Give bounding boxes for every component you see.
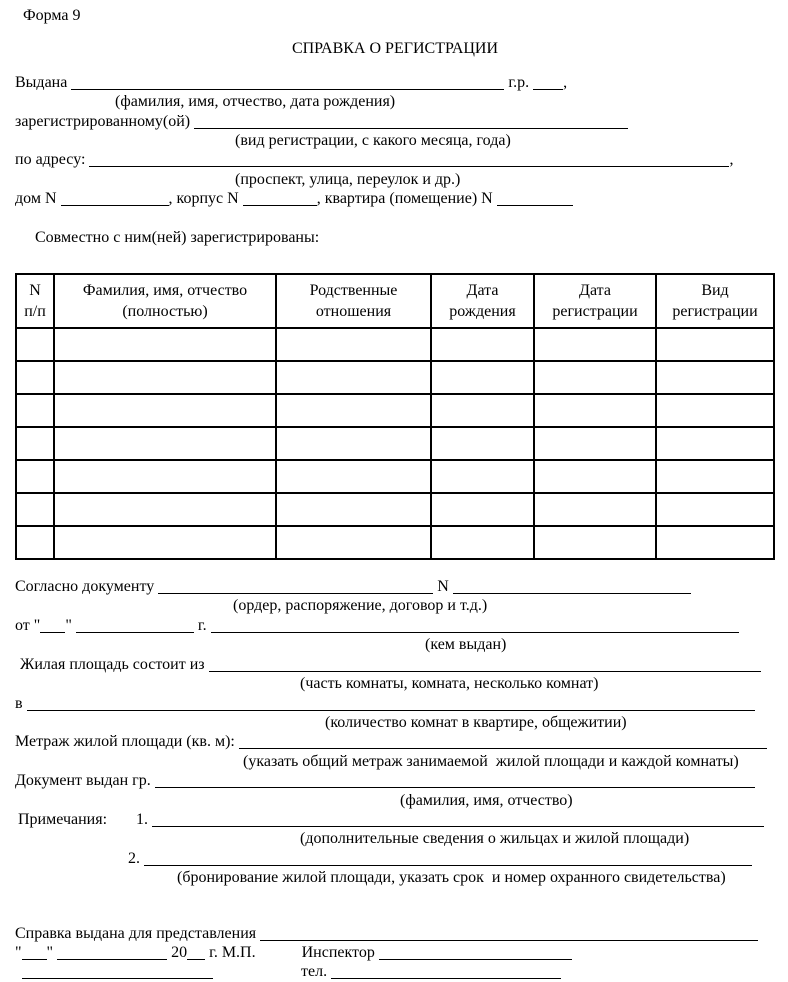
notes-line-1 bbox=[15, 810, 775, 829]
table-empty-row bbox=[16, 328, 774, 361]
year-prefix: 20 bbox=[171, 943, 188, 961]
table-empty-cell[interactable] bbox=[276, 427, 431, 460]
house-number-blank[interactable] bbox=[61, 203, 169, 206]
document-month-blank[interactable] bbox=[76, 630, 194, 633]
table-empty-cell[interactable] bbox=[534, 493, 656, 526]
table-empty-cell[interactable] bbox=[16, 328, 54, 361]
table-empty-cell[interactable] bbox=[431, 394, 534, 427]
comma: , bbox=[729, 151, 734, 169]
col-header-relation: Родственные отношения bbox=[276, 274, 431, 328]
registration-type-label: зарегистрированному(ой) bbox=[15, 112, 191, 130]
table-empty-cell[interactable] bbox=[656, 427, 774, 460]
birth-year-blank[interactable] bbox=[533, 87, 563, 90]
table-empty-cell[interactable] bbox=[16, 394, 54, 427]
rooms-hint: (количество комнат в квартире, общежитии) bbox=[325, 713, 627, 731]
signature-year-blank[interactable] bbox=[187, 957, 205, 960]
note-1-blank[interactable] bbox=[152, 824, 764, 827]
area-size-hint: (указать общий метраж занимаемой жилой площади и каждой комнаты) bbox=[243, 752, 739, 770]
table-empty-cell[interactable] bbox=[16, 526, 54, 559]
area-size-blank[interactable] bbox=[239, 746, 767, 749]
house-line bbox=[15, 189, 775, 208]
note-2-blank[interactable] bbox=[144, 863, 752, 866]
table-empty-cell[interactable] bbox=[431, 460, 534, 493]
issued-for-line bbox=[15, 924, 775, 943]
doc-issued-name-blank[interactable] bbox=[155, 785, 755, 788]
cohabitants-table bbox=[15, 273, 775, 560]
table-empty-cell[interactable] bbox=[431, 361, 534, 394]
page-title: СПРАВКА О РЕГИСТРАЦИИ bbox=[291, 40, 499, 58]
issued-for-blank[interactable] bbox=[260, 938, 758, 941]
table-empty-cell[interactable] bbox=[54, 460, 276, 493]
year-suffix: г. М.П. bbox=[209, 943, 256, 961]
issued-name-hint: (фамилия, имя, отчество, дата рождения) bbox=[115, 93, 396, 111]
note-2-label: 2. bbox=[128, 849, 140, 867]
table-empty-cell[interactable] bbox=[534, 460, 656, 493]
open-quote: " bbox=[15, 943, 22, 961]
tel-label: тел. bbox=[301, 963, 328, 981]
note-2-hint: (бронирование жилой площади, указать срок и номер охранного свидетельства) bbox=[177, 869, 726, 887]
address-hint: (проспект, улица, переулок и др.) bbox=[235, 170, 461, 188]
table-empty-cell[interactable] bbox=[534, 526, 656, 559]
registration-type-line bbox=[15, 112, 775, 131]
registration-type-blank[interactable] bbox=[194, 126, 628, 129]
table-empty-cell[interactable] bbox=[54, 361, 276, 394]
table-empty-row bbox=[16, 394, 774, 427]
table-empty-cell[interactable] bbox=[276, 460, 431, 493]
living-area-label: Жилая площадь состоит из bbox=[20, 655, 205, 673]
table-empty-cell[interactable] bbox=[276, 394, 431, 427]
table-empty-cell[interactable] bbox=[431, 493, 534, 526]
document-line bbox=[15, 577, 775, 596]
table-empty-cell[interactable] bbox=[276, 493, 431, 526]
notes-label: Примечания: bbox=[18, 810, 108, 828]
address-line bbox=[15, 150, 775, 169]
rooms-label: в bbox=[15, 694, 23, 712]
note-1-label: 1. bbox=[136, 810, 149, 828]
table-empty-row bbox=[16, 361, 774, 394]
note-1-hint: (дополнительные сведения о жильцах и жилой площади) bbox=[300, 830, 690, 848]
table-empty-row bbox=[16, 427, 774, 460]
house-number-label: дом N bbox=[15, 190, 57, 208]
close-quote: " bbox=[65, 616, 72, 634]
table-empty-row bbox=[16, 460, 774, 493]
form-number-label: Форма 9 bbox=[23, 7, 81, 24]
from-label: от " bbox=[15, 616, 41, 634]
table-empty-cell[interactable] bbox=[656, 460, 774, 493]
registration-type-hint: (вид регистрации, с какого месяца, года) bbox=[235, 132, 511, 150]
table-empty-cell[interactable] bbox=[431, 526, 534, 559]
table-empty-row bbox=[16, 526, 774, 559]
cohabitants-heading: Совместно с ним(ней) зарегистрированы: bbox=[35, 228, 320, 246]
table-empty-cell[interactable] bbox=[656, 493, 774, 526]
table-empty-cell[interactable] bbox=[431, 328, 534, 361]
table-header-row bbox=[16, 274, 774, 328]
building-number-label: , корпус N bbox=[168, 190, 239, 208]
document-label: Согласно документу bbox=[15, 578, 155, 596]
comma: , bbox=[563, 73, 568, 91]
notes-line-2 bbox=[15, 849, 775, 868]
document-name-blank[interactable] bbox=[158, 591, 433, 594]
signature-blank[interactable] bbox=[22, 976, 213, 979]
table-empty-cell[interactable] bbox=[54, 394, 276, 427]
birth-year-label: г.р. bbox=[508, 73, 530, 91]
table-empty-cell[interactable] bbox=[54, 493, 276, 526]
area-size-line bbox=[15, 732, 775, 751]
apartment-number-label: , квартира (помещение) N bbox=[316, 190, 493, 208]
table-body bbox=[16, 328, 774, 559]
col-header-regtype: Вид регистрации bbox=[656, 274, 774, 328]
living-area-hint: (часть комнаты, комната, несколько комнат) bbox=[300, 675, 599, 693]
address-blank[interactable] bbox=[89, 164, 729, 167]
table-empty-cell[interactable] bbox=[276, 361, 431, 394]
table-empty-cell[interactable] bbox=[16, 361, 54, 394]
inspector-label: Инспектор bbox=[301, 943, 375, 961]
col-header-birthdate: Дата рождения bbox=[431, 274, 534, 328]
document-date-line bbox=[15, 616, 775, 635]
col-header-regdate: Дата регистрации bbox=[534, 274, 656, 328]
signature-tel-line bbox=[15, 962, 775, 981]
table-empty-cell[interactable] bbox=[656, 328, 774, 361]
table-empty-row bbox=[16, 493, 774, 526]
document-day-blank[interactable] bbox=[40, 630, 65, 633]
table-empty-cell[interactable] bbox=[54, 427, 276, 460]
table-empty-cell[interactable] bbox=[534, 361, 656, 394]
document-number-label: N bbox=[437, 578, 449, 596]
document-issuer-blank[interactable] bbox=[211, 630, 739, 633]
issued-for-label: Справка выдана для представления bbox=[15, 924, 257, 942]
apartment-number-blank[interactable] bbox=[497, 203, 573, 206]
table-empty-cell[interactable] bbox=[16, 427, 54, 460]
document-issuer-hint: (кем выдан) bbox=[425, 636, 507, 654]
signature-month-blank[interactable] bbox=[57, 957, 167, 960]
table-empty-cell[interactable] bbox=[276, 526, 431, 559]
signature-day-blank[interactable] bbox=[22, 957, 47, 960]
signature-date-line bbox=[15, 943, 775, 962]
rooms-line bbox=[15, 694, 775, 713]
table-empty-cell[interactable] bbox=[534, 328, 656, 361]
table-empty-cell[interactable] bbox=[54, 526, 276, 559]
rooms-blank[interactable] bbox=[27, 708, 755, 711]
col-header-fullname: Фамилия, имя, отчество (полностью) bbox=[54, 274, 276, 328]
issued-name-blank[interactable] bbox=[71, 87, 504, 90]
issued-to-line bbox=[15, 73, 775, 92]
living-area-line bbox=[20, 655, 775, 674]
close-quote: " bbox=[46, 943, 54, 961]
document-number-blank[interactable] bbox=[453, 591, 691, 594]
issued-to-label: Выдана bbox=[15, 73, 68, 91]
table-empty-cell[interactable] bbox=[534, 427, 656, 460]
table-empty-cell[interactable] bbox=[656, 394, 774, 427]
document-year-label: г. bbox=[197, 616, 207, 634]
table-empty-cell[interactable] bbox=[16, 493, 54, 526]
living-area-blank[interactable] bbox=[209, 669, 761, 672]
table-empty-cell[interactable] bbox=[16, 460, 54, 493]
table-empty-cell[interactable] bbox=[431, 427, 534, 460]
inspector-name-blank[interactable] bbox=[379, 957, 572, 960]
doc-issued-label: Документ выдан гр. bbox=[15, 772, 151, 790]
building-number-blank[interactable] bbox=[243, 203, 317, 206]
table-empty-cell[interactable] bbox=[534, 394, 656, 427]
table-empty-cell[interactable] bbox=[276, 328, 431, 361]
doc-issued-line bbox=[15, 771, 775, 790]
tel-blank[interactable] bbox=[331, 976, 561, 979]
table-empty-cell[interactable] bbox=[656, 361, 774, 394]
table-empty-cell[interactable] bbox=[54, 328, 276, 361]
col-header-number: N п/п bbox=[16, 274, 54, 328]
address-label: по адресу: bbox=[15, 151, 86, 169]
table-empty-cell[interactable] bbox=[656, 526, 774, 559]
area-size-label: Метраж жилой площади (кв. м): bbox=[15, 733, 235, 751]
doc-issued-hint: (фамилия, имя, отчество) bbox=[400, 791, 573, 809]
document-hint: (ордер, распоряжение, договор и т.д.) bbox=[233, 597, 488, 615]
